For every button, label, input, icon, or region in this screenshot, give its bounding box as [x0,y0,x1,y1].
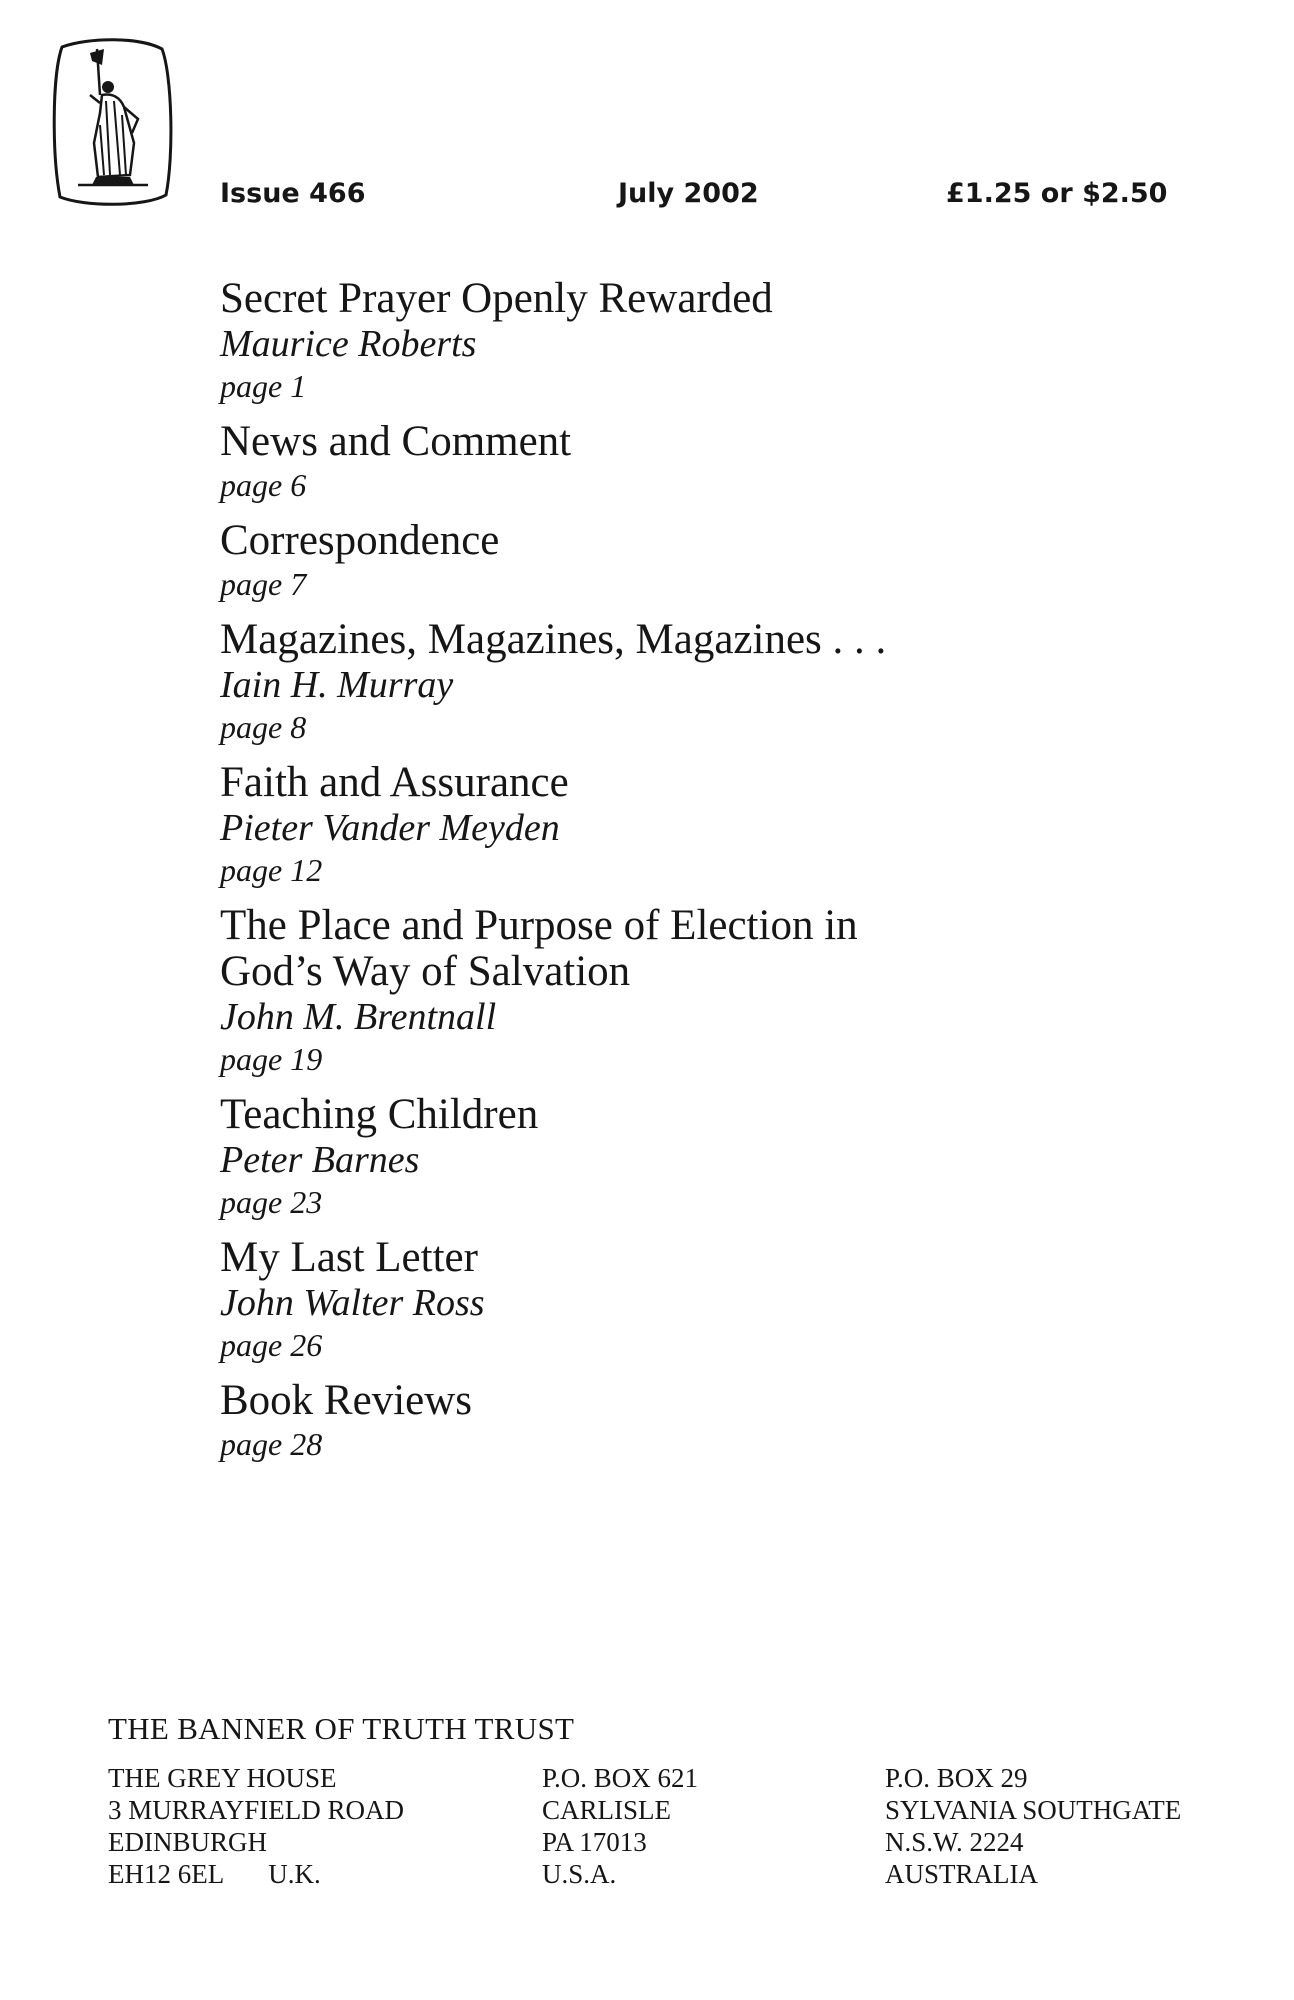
article-title: Teaching Children [220,1091,539,1138]
article-title: Book Reviews [220,1377,473,1424]
article-author: Pieter Vander Meyden [220,807,560,849]
article-title: Correspondence [220,517,500,564]
article-author: Peter Barnes [220,1139,420,1181]
address-line: PA 17013 [542,1827,647,1857]
address-uk [108,1762,404,1890]
address-line: CARLISLE [542,1795,672,1825]
article-title: Magazines, Magazines, Magazines . . . [220,616,887,663]
toc-entry [220,276,1220,406]
article-page: page 26 [220,1327,323,1363]
article-title: Secret Prayer Openly Rewarded [220,275,773,322]
article-page: page 8 [220,709,307,745]
banner-of-truth-logo-icon [50,35,175,210]
publisher-name: THE BANNER OF TRUTH TRUST [108,1711,575,1746]
article-author: Iain H. Murray [220,664,454,706]
address-usa [542,1762,698,1890]
address-line: 3 MURRAYFIELD ROAD [108,1795,405,1825]
address-australia [885,1762,1181,1890]
address-postcode: EH12 6EL [108,1859,225,1889]
address-line: P.O. BOX 621 [542,1763,699,1793]
toc-entry [220,518,1220,604]
address-line: THE GREY HOUSE [108,1763,337,1793]
toc-entry [220,1092,1220,1222]
article-title: My Last Letter [220,1234,478,1281]
address-line: SYLVANIA SOUTHGATE [885,1795,1182,1825]
issue-price: £1.25 or $2.50 [946,178,1168,209]
article-title: Faith and Assurance [220,759,569,806]
article-page: page 23 [220,1184,323,1220]
toc-entry [220,419,1220,505]
toc-entry [220,760,1220,890]
article-author: John Walter Ross [220,1282,485,1324]
toc-entry [220,1235,1220,1365]
address-line: U.S.A. [542,1859,617,1889]
toc-entry [220,617,1220,747]
article-page: page 7 [220,566,307,602]
article-page: page 19 [220,1041,323,1077]
article-title: News and Comment [220,418,572,465]
article-title-line-1: The Place and Purpose of Election in [220,902,858,949]
address-line [108,1858,404,1890]
toc-entry [220,1378,1220,1464]
address-line: N.S.W. 2224 [885,1827,1024,1857]
issue-date: July 2002 [618,178,759,209]
address-line: AUSTRALIA [885,1859,1038,1889]
article-author: John M. Brentnall [220,996,497,1038]
article-title-line-2: God’s Way of Salvation [220,948,631,995]
article-page: page 28 [220,1426,323,1462]
article-author: Maurice Roberts [220,323,477,365]
article-page: page 1 [220,368,307,404]
issue-number: Issue 466 [220,178,366,209]
toc-entry [220,903,1220,1079]
address-country: U.K. [268,1859,321,1889]
publisher-footer [108,1710,574,1748]
article-page: page 12 [220,852,323,888]
address-line: P.O. BOX 29 [885,1763,1028,1793]
table-of-contents [220,276,1220,1477]
article-page: page 6 [220,467,307,503]
address-line: EDINBURGH [108,1827,267,1857]
